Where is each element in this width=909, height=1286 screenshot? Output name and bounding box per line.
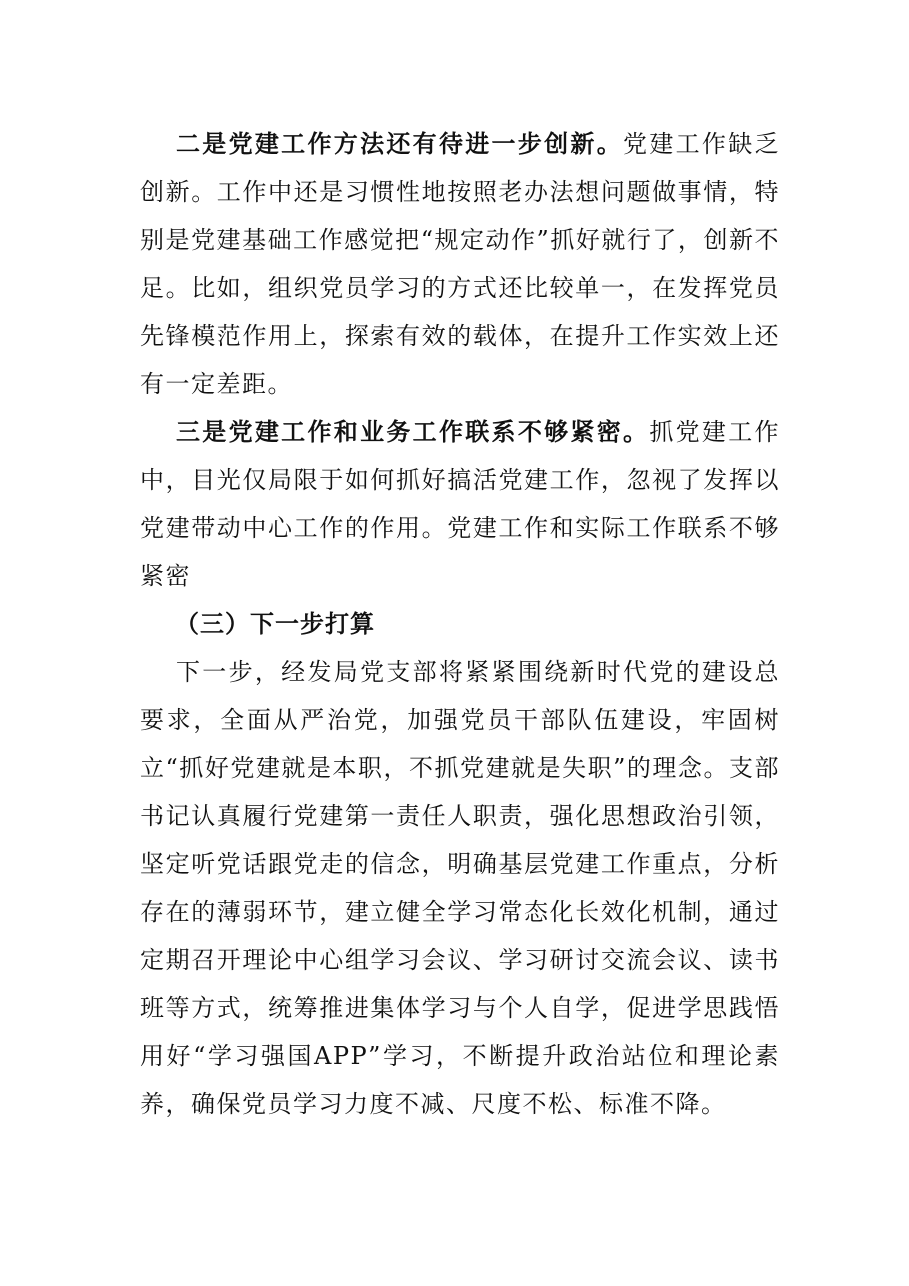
- paragraph-lead-method-innovation: 二是党建工作方法还有待进一步创新。: [176, 129, 624, 158]
- paragraph-body-next-steps: 下一步，经发局党支部将紧紧围绕新时代党的建设总要求，全面从严治党，加强党员干部队伍建设，牢固树立“抓好党建就是本职，不抓党建就是失职”的理念。支部书记认真履行党建第一责任人职责，强化思想政治引领，坚定听党话跟党走的信念，明确基层党建工作重点，分析存在的薄弱环节，建立健全学习常态化长效化机制，通过定期召开理论中心组学习会议、学习研讨交流会议、读书班等方式，统筹推进集体学习与个人自学，促进学思践悟用好“学习强国APP”学习，不断提升政治站位和理论素养，确保党员学习力度不减、尺度不松、标准不降。: [140, 658, 780, 1118]
- paragraph-work-connection: [140, 408, 780, 600]
- paragraph-method-innovation: [140, 120, 780, 408]
- paragraph-lead-work-connection: 三是党建工作和业务工作联系不够紧密。: [176, 417, 650, 446]
- paragraph-body-work-connection: 抓党建工作中，目光仅局限于如何抓好搞活党建工作，忽视了发挥以党建带动中心工作的作用。党建工作和实际工作联系不够紧密: [140, 418, 781, 590]
- paragraph-next-steps: [140, 648, 780, 1128]
- section-heading-next-steps: （三）下一步打算: [175, 609, 375, 638]
- paragraph-body-method-innovation: 党建工作缺乏创新。工作中还是习惯性地按照老办法想问题做事情，特别是党建基础工作感觉把“规定动作”抓好就行了，创新不足。比如，组织党员学习的方式还比较单一，在发挥党员先锋模范作用上，探索有效的载体，在提升工作实效上还有一定差距。: [140, 130, 781, 398]
